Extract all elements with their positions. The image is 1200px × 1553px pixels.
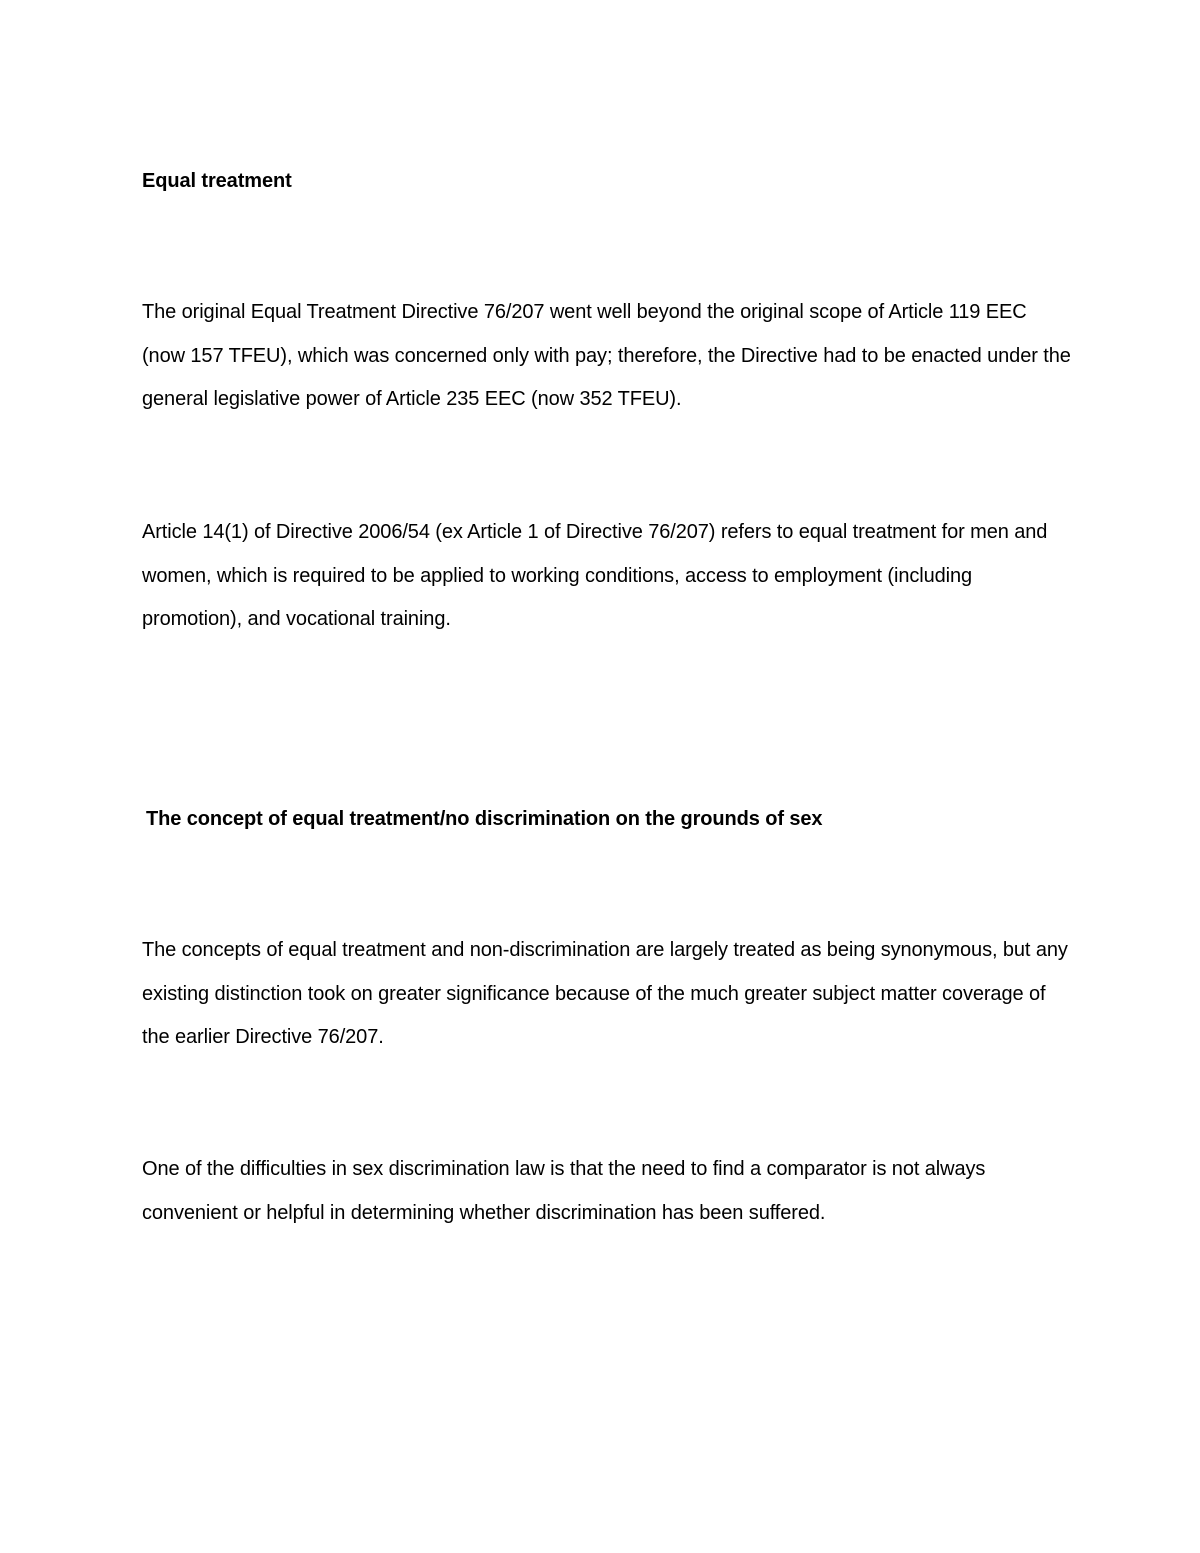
- paragraph-comparator-difficulty: One of the difficulties in sex discrimination law is that the need to find a comparator is not always convenient or helpful in determining whether discrimination has been suffered.: [142, 1158, 986, 1224]
- paragraph-article-14: Article 14(1) of Directive 2006/54 (ex Article 1 of Directive 76/207) refers to equal treatment for men and women, which is required to be applied to working conditions, access to employment (including promotion), and vocational training.: [142, 521, 1048, 630]
- paragraph-original-directive: The original Equal Treatment Directive 76/207 went well beyond the original scope of Article 119 EEC (now 157 TFEU), which was concerned only with pay; therefore, the Directive had to be enacted under the general legislative power of Article 235 EEC (now 352 TFEU).: [142, 301, 1071, 410]
- heading-concept-of-equal-treatment: The concept of equal treatment/no discrimination on the grounds of sex: [146, 808, 823, 830]
- heading-equal-treatment: Equal treatment: [142, 170, 292, 192]
- paragraph-concepts-synonymous: The concepts of equal treatment and non-discrimination are largely treated as being synonymous, but any existing distinction took on greater significance because of the much greater subject matter coverage of the earlier Directive 76/207.: [142, 939, 1068, 1048]
